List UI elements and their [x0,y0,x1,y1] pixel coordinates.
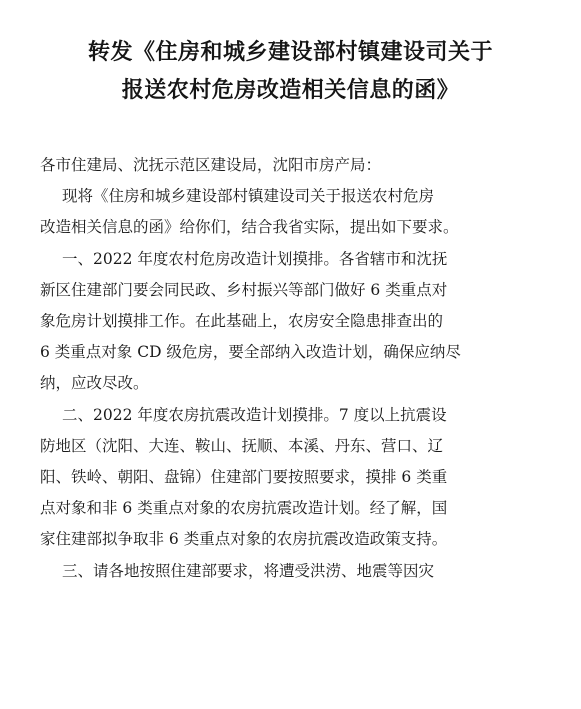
section-two-line: 家住建部拟争取非 6 类重点对象的农房抗震改造政策支持。 [40,530,448,549]
addressee: 各市住建局、沈抚示范区建设局，沈阳市房产局： [40,156,382,174]
paragraph-line: 改造相关信息的函》给你们，结合我省实际，提出如下要求。 [40,218,459,237]
section-one-line: 纳，应改尽改。 [40,374,149,393]
section-two-line: 点对象和非 6 类重点对象的农房抗震改造计划。经了解，国 [40,499,448,518]
section-two-line: 二、2022 年度农房抗震改造计划摸排。7 度以上抗震设 [62,405,447,424]
title-line-2: 报送农村危房改造相关信息的函》 [121,78,460,103]
title-line-1: 转发《住房和城乡建设部村镇建设司关于 [87,40,493,65]
section-one-line: 6 类重点对象 CD 级危房，要全部纳入改造计划，确保应纳尽 [40,343,461,362]
section-one-line: 象危房计划摸排工作。在此基础上，农房安全隐患排查出的 [40,312,444,331]
document-body [40,150,543,587]
section-one-line: 一、2022 年度农村危房改造计划摸排。各省辖市和沈抚 [62,249,448,268]
paragraph-line: 现将《住房和城乡建设部村镇建设司关于报送农村危房 [62,187,435,206]
section-three-line: 三、请各地按照住建部要求，将遭受洪涝、地震等因灾 [62,561,435,580]
section-two-line: 防地区（沈阳、大连、鞍山、抚顺、本溪、丹东、营口、辽 [40,436,444,455]
section-two-line: 阳、铁岭、朝阳、盘锦）住建部门要按照要求，摸排 6 类重 [40,468,448,487]
section-one-line: 新区住建部门要会同民政、乡村振兴等部门做好 6 类重点对 [40,280,448,299]
document-title [22,34,559,110]
